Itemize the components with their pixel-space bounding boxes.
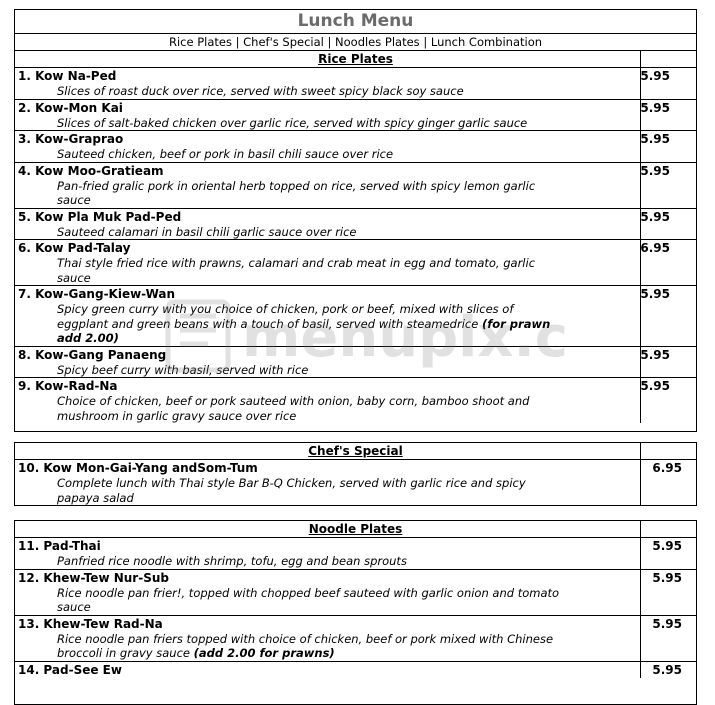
page-title: Lunch Menu [15, 10, 696, 34]
menu-item [15, 163, 696, 208]
menu-item [15, 460, 696, 505]
item-name: 6. Kow Pad-Talay [18, 241, 131, 255]
nav-link-noodles-plates[interactable]: Noodles Plates [335, 35, 420, 49]
item-description: Sauteed chicken, beef or pork in basil chili sauce over rice [57, 147, 394, 161]
item-name: 3. Kow-Graprao [18, 132, 124, 146]
menu-item [15, 570, 696, 615]
item-description [15, 302, 696, 346]
menu-item [15, 347, 696, 378]
item-price: 6.95 [640, 241, 670, 255]
menu-item [15, 240, 696, 285]
menu-item [15, 286, 696, 346]
nav-separator: | [231, 35, 244, 49]
item-description: Spicy beef curry with basil, served with rice [57, 362, 309, 377]
item-description: Complete lunch with Thai style Bar B-Q Chicken, served with garlic rice and spicy papaya salad [57, 476, 526, 505]
rice-plates-box [14, 9, 697, 432]
item-description: Pan-fried gralic pork in oriental herb topped on rice, served with spicy lemon garlic sauce [57, 178, 536, 207]
item-extra-note: (for prawn add 2.00) [57, 316, 551, 345]
item-description-text: Spicy green curry with you choice of chicken, pork or beef, mixed with slices of eggplant and green beans with a touch of basil, served with steamedrice [57, 302, 514, 331]
item-price: 5.95 [652, 539, 682, 553]
item-price: 5.95 [640, 209, 670, 224]
item-price: 6.95 [652, 461, 682, 475]
item-price: 5.95 [640, 100, 670, 115]
item-price: 5.95 [640, 132, 670, 146]
item-name: 5. Kow Pla Muk Pad-Ped [18, 209, 182, 224]
item-name: 13. Khew-Tew Rad-Na [18, 616, 163, 631]
item-description [15, 632, 696, 661]
item-price: 5.95 [640, 69, 670, 83]
item-name: 14. Pad-See Ew [18, 662, 122, 677]
item-description: Panfried rice noodle with shrimp, tofu, egg and bean sprouts [57, 554, 407, 568]
item-price: 5.95 [652, 570, 682, 585]
menu-item [15, 378, 696, 423]
menu-item [15, 209, 696, 240]
item-name: 7. Kow-Gang-Kiew-Wan [18, 287, 176, 301]
item-description: Sauteed calamari in basil chili garlic sauce over rice [57, 224, 357, 239]
item-name: 11. Pad-Thai [18, 539, 101, 553]
section-title-rice-plates: Rice Plates [15, 51, 696, 68]
item-price: 5.95 [652, 616, 682, 631]
watermark-text: menupix.c [242, 305, 568, 370]
nav-separator: | [419, 35, 431, 49]
item-name: 8. Kow-Gang Panaeng [18, 347, 167, 362]
section-title-noodle-plates: Noodle Plates [15, 521, 696, 538]
item-description: Slices of salt-baked chicken over garlic rice, served with spicy ginger garlic sauce [57, 115, 528, 130]
item-name: 9. Kow-Rad-Na [18, 379, 118, 393]
section-title-chefs-special: Chef's Special [15, 443, 696, 460]
item-name: 12. Khew-Tew Nur-Sub [18, 570, 169, 585]
item-price: 5.95 [640, 163, 670, 178]
item-price: 5.95 [652, 662, 682, 677]
nav-link-chefs-special[interactable]: Chef's Special [243, 35, 324, 49]
item-description-text: Rice noodle pan friers topped with choice of chicken, beef or pork mixed with Chinese broccoli in gravy sauce [57, 631, 554, 660]
item-description: Thai style fried rice with prawns, calamari and crab meat in egg and tomato, garlic sauce [57, 256, 536, 285]
item-description: Choice of chicken, beef or pork sauteed with onion, baby corn, bamboo shoot and mushroom in garlic gravy sauce over rice [57, 394, 530, 423]
menu-item [15, 538, 696, 569]
item-price: 5.95 [640, 379, 670, 393]
item-description: Slices of roast duck over rice, served with sweet spicy black soy sauce [57, 84, 464, 98]
section-nav [15, 34, 696, 51]
menu-item [15, 131, 696, 162]
menu-item [15, 662, 696, 678]
chefs-special-box [14, 442, 697, 506]
item-extra-note: (add 2.00 for prawns) [193, 646, 335, 660]
noodle-plates-box [14, 520, 697, 705]
menu-item [15, 100, 696, 131]
item-name: 2. Kow-Mon Kai [18, 100, 123, 115]
item-name: 4. Kow Moo-Gratieam [18, 163, 164, 178]
menu-item [15, 68, 696, 99]
item-price: 5.95 [640, 347, 670, 362]
item-price: 5.95 [640, 287, 670, 301]
nav-link-rice-plates[interactable]: Rice Plates [168, 35, 232, 49]
nav-separator: | [323, 35, 336, 49]
menu-item [15, 616, 696, 661]
item-description: Rice noodle pan frier!, topped with chopped beef sauteed with garlic onion and tomato sauce [57, 585, 560, 614]
nav-link-lunch-combination[interactable]: Lunch Combination [430, 35, 543, 49]
item-name: 10. Kow Mon-Gai-Yang andSom-Tum [18, 461, 258, 475]
item-name: 1. Kow Na-Ped [18, 69, 117, 83]
